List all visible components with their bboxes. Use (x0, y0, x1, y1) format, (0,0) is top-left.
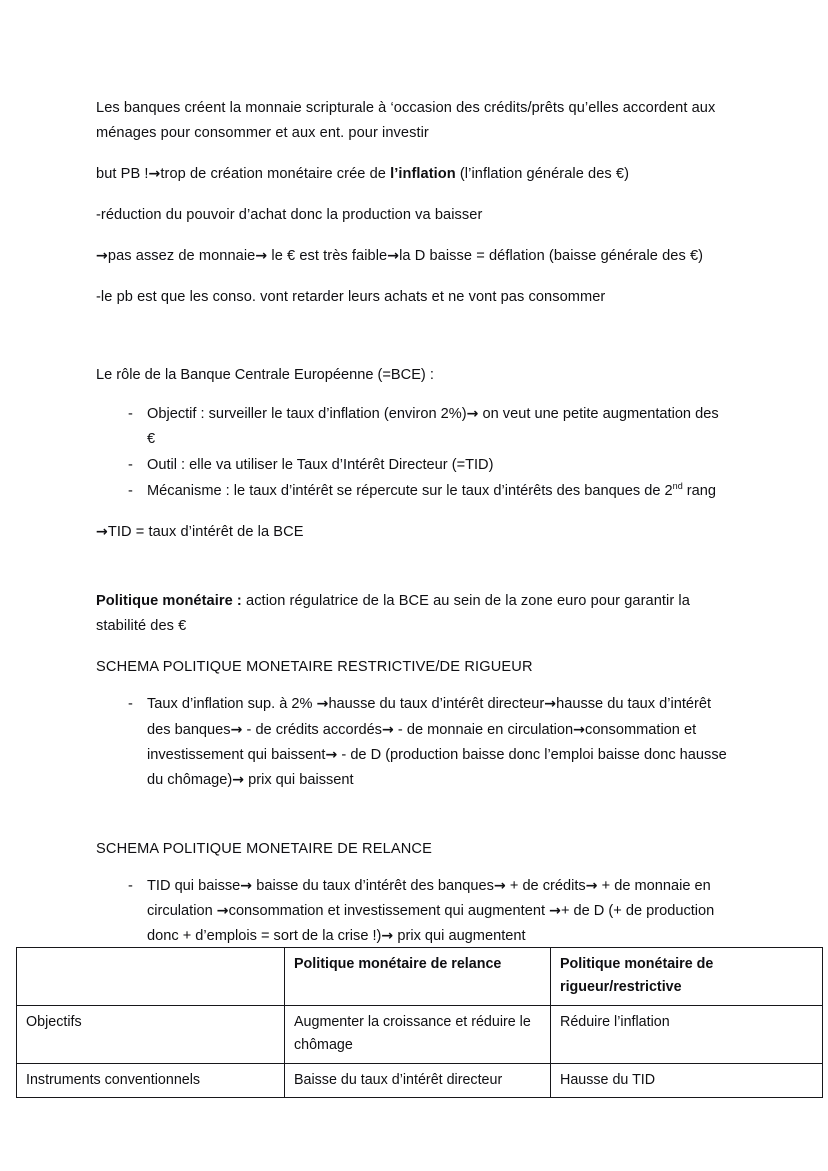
heading-schema-restrictive: SCHEMA POLITIQUE MONETAIRE RESTRICTIVE/DE RIGUEUR (96, 659, 533, 676)
paragraph-inflation-prefix: but PB ! (96, 166, 149, 183)
paragraph-inflation-suffix: (l’inflation générale des €) (455, 166, 630, 183)
bullet-objectif-after: on veut une petite augmentation des € (147, 405, 719, 447)
schema-l-seg-2: + de crédits (505, 877, 586, 894)
arrow-icon: → (230, 721, 243, 738)
schema-r-seg-3: - de crédits accordés (242, 721, 382, 738)
section-spacer (96, 327, 730, 363)
schema-l-seg-6: prix qui augmentent (393, 928, 526, 945)
list-item (96, 692, 730, 792)
schema-r-seg-6: - de D (production baisse donc l’emploi baisse donc hausse du chômage) (147, 746, 727, 788)
list-item (96, 453, 730, 478)
paragraph-deflation-seg2: le € est très faible (267, 248, 388, 265)
bullet-mecanisme-before: Mécanisme : le taux d’intérêt se répercute sur le taux d’intérêts des banques de 2 (147, 482, 673, 499)
list-item (96, 874, 730, 949)
definition-politique-monetaire (96, 589, 730, 639)
table-header-cell-rigueur: Politique monétaire de rigueur/restrictive (551, 948, 823, 1006)
paragraph-inflation-emphasis: l’inflation (390, 166, 456, 183)
comparison-table (16, 947, 823, 1098)
comparison-table-container (16, 947, 822, 1098)
schema-r-seg-2: hausse du taux d’intérêt des banques (147, 696, 712, 738)
bullet-mecanisme-after: rang (682, 482, 717, 499)
definition-body: action régulatrice de la BCE au sein de la zone euro pour garantir la stabilité des € (96, 593, 690, 635)
arrow-icon: → (240, 877, 253, 894)
paragraph-deflation-seg3: la D baisse = déflation (baisse générale des €) (399, 248, 704, 265)
schema-r-seg-1: hausse du taux d’intérêt directeur (328, 696, 545, 713)
schema-r-seg-7: prix qui baissent (244, 771, 354, 788)
table-header-cell-empty (17, 948, 285, 1006)
paragraph-inflation (96, 162, 730, 187)
paragraph-tid-definition (96, 520, 730, 545)
arrow-icon: → (466, 405, 479, 422)
heading-role-bce: Le rôle de la Banque Centrale Européenne (=BCE) : (96, 366, 434, 383)
schema-l-seg-5: + de D (+ de production donc + d’emplois = sort de la crise !) (147, 902, 715, 945)
arrow-icon: → (493, 877, 506, 894)
bullet-outil-before: Outil : elle va utiliser le Taux d’Intérêt Directeur (=TID) (147, 456, 494, 473)
arrow-icon: → (96, 248, 108, 265)
paragraph-deflation (96, 244, 730, 269)
table-row (17, 1005, 823, 1063)
schema-relance-list (96, 874, 730, 949)
definition-term: Politique monétaire : (96, 593, 242, 610)
paragraph-retard-achats: -le pb est que les conso. vont retarder leurs achats et ne vont pas consommer (96, 289, 606, 306)
arrow-icon: → (381, 928, 394, 945)
arrow-icon: → (549, 902, 561, 919)
table-header-row (17, 948, 823, 1006)
schema-r-seg-5: consommation et investissement qui baissent (147, 721, 697, 763)
schema-r-seg-4: - de monnaie en circulation (393, 721, 574, 738)
schema-l-seg-4: consommation et investissement qui augmentent (228, 902, 550, 919)
arrow-icon: → (255, 248, 268, 265)
section-spacer (96, 561, 730, 589)
table-cell-instruments-relance: Baisse du taux d’intérêt directeur (285, 1063, 551, 1098)
table-cell-label-objectifs: Objectifs (17, 1005, 285, 1063)
table-header-cell-relance: Politique monétaire de relance (285, 948, 551, 1006)
list-item (96, 402, 730, 452)
arrow-icon: → (325, 746, 338, 763)
paragraph-deflation-seg1: pas assez de monnaie (107, 248, 256, 265)
schema-l-seg-1: baisse du taux d’intérêt des banques (252, 877, 494, 894)
list-item (96, 479, 730, 504)
section-spacer (96, 809, 730, 837)
arrow-icon: → (148, 166, 161, 183)
arrow-icon: → (387, 248, 400, 265)
schema-restrictive-list (96, 692, 730, 792)
heading-schema-relance: SCHEMA POLITIQUE MONETAIRE DE RELANCE (96, 840, 432, 857)
paragraph-creation-monnaie: Les banques créent la monnaie scripturale à ‘occasion des crédits/prêts qu’elles accordent aux ménages pour consommer et aux ent. pour investir (96, 100, 716, 142)
bce-bullet-list (96, 402, 730, 504)
arrow-icon: → (96, 524, 108, 541)
arrow-icon: → (381, 721, 394, 738)
arrow-icon: → (585, 877, 598, 894)
arrow-icon: → (573, 721, 586, 738)
schema-l-seg-3: + de monnaie en circulation (147, 877, 711, 919)
table-cell-objectifs-rigueur: Réduire l’inflation (551, 1005, 823, 1063)
arrow-icon: → (544, 696, 557, 713)
bullet-mecanisme-superscript: nd (672, 481, 683, 492)
table-cell-objectifs-relance: Augmenter la croissance et réduire le chômage (285, 1005, 551, 1063)
schema-r-seg-0: Taux d’inflation sup. à 2% (147, 696, 317, 713)
document-text-column (96, 96, 730, 965)
paragraph-pouvoir-achat: -réduction du pouvoir d’achat donc la production va baisser (96, 207, 483, 224)
table-cell-label-instruments: Instruments conventionnels (17, 1063, 285, 1098)
bullet-objectif-before: Objectif : surveiller le taux d’inflation (environ 2%) (147, 405, 467, 422)
table-row (17, 1063, 823, 1098)
arrow-icon: → (216, 902, 229, 919)
arrow-icon: → (232, 771, 245, 788)
arrow-icon: → (316, 696, 329, 713)
paragraph-tid-text: TID = taux d’intérêt de la BCE (107, 524, 304, 541)
table-cell-instruments-rigueur: Hausse du TID (551, 1063, 823, 1098)
schema-l-seg-0: TID qui baisse (147, 877, 241, 894)
paragraph-inflation-mid: trop de création monétaire crée de (160, 166, 391, 183)
